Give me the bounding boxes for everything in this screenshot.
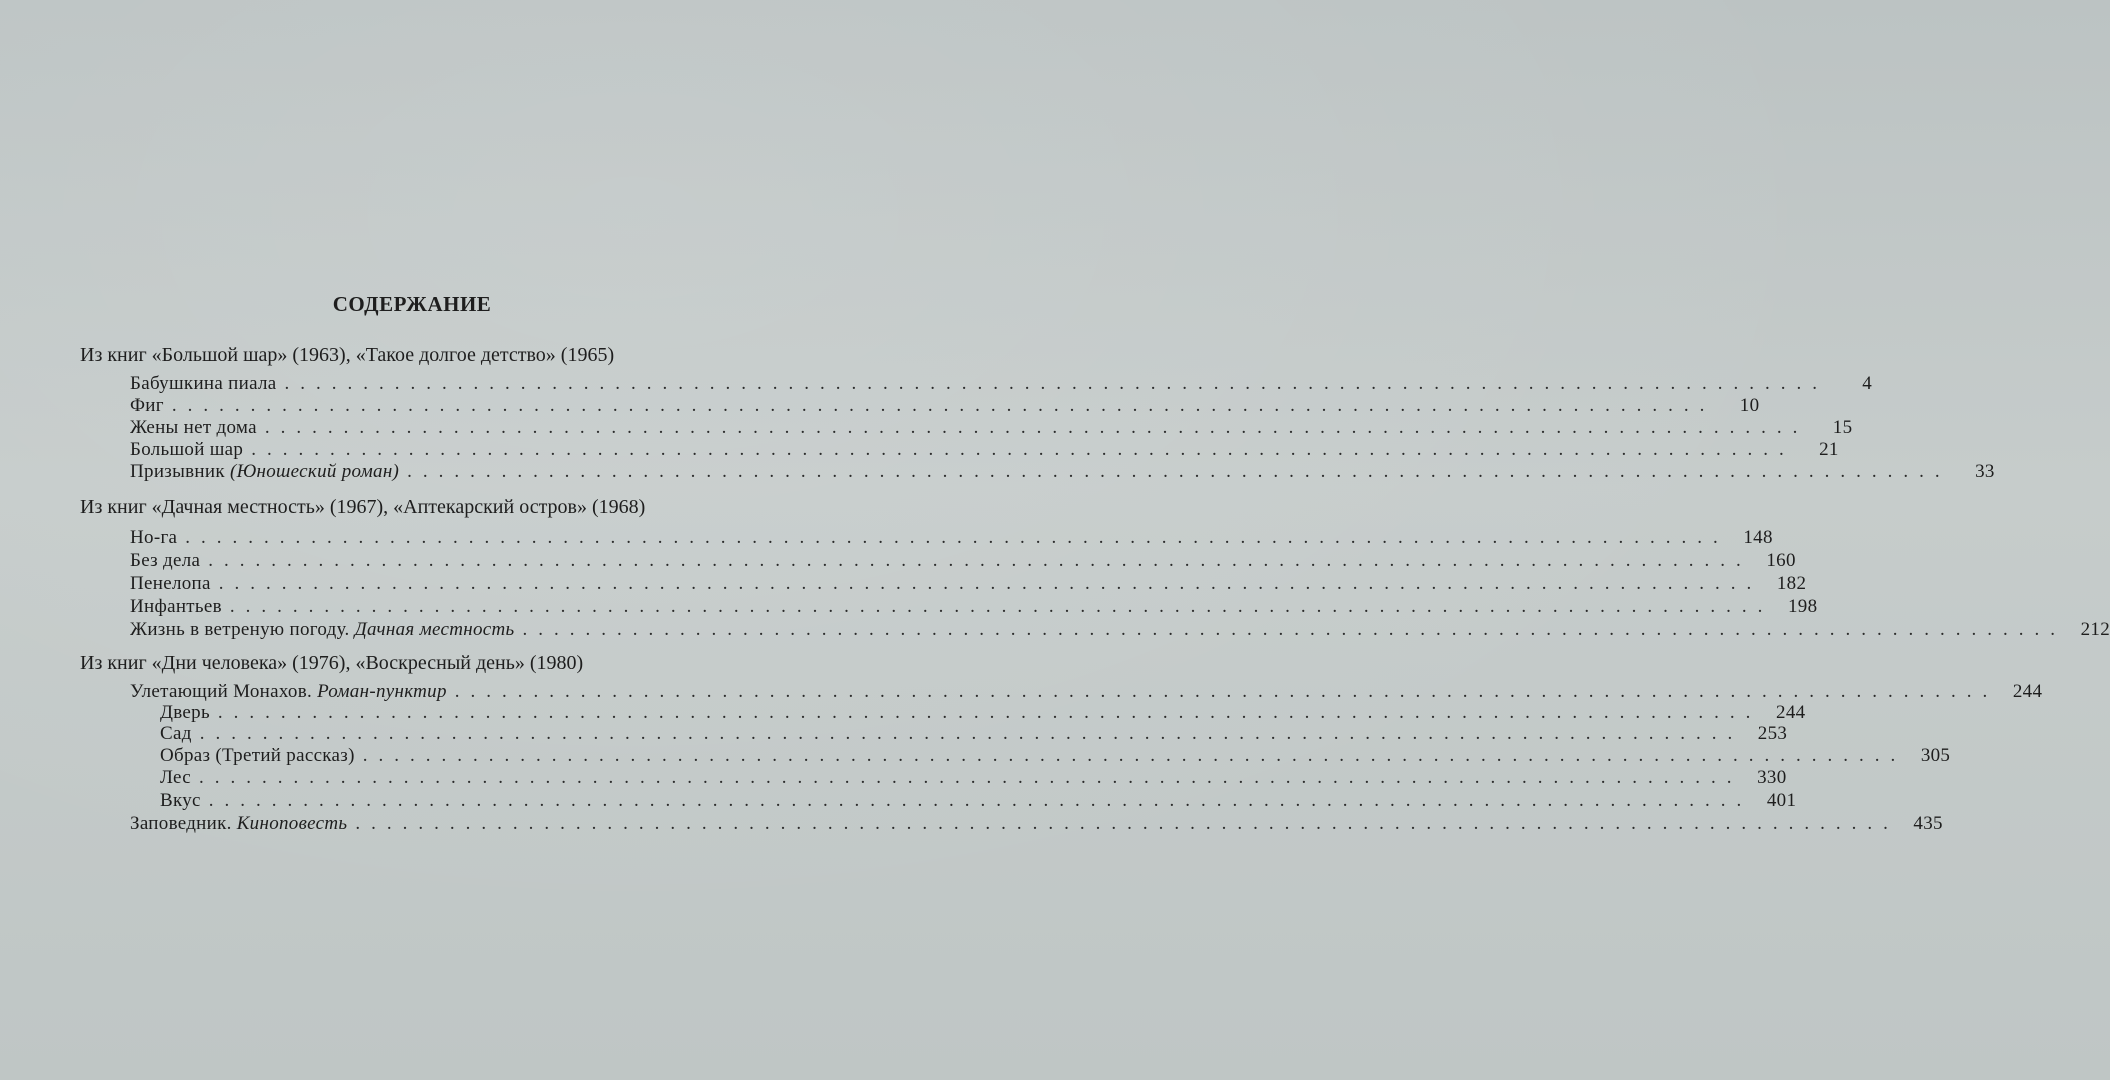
dot-leader: ..................................................................................................: [218, 573, 1763, 594]
dot-leader: ..................................................................................................: [362, 745, 1907, 766]
entry-title: Лес: [160, 767, 191, 788]
entry-page-number: 10: [1739, 395, 1760, 416]
section-header-text: Из книг «Дачная местность» (1967), «Аптекарский остров» (1968): [80, 496, 646, 518]
entry-page-number: 401: [1766, 790, 1797, 811]
toc-title: СОДЕРЖАНИЕ: [332, 292, 492, 316]
dot-leader: ..................................................................................................: [199, 723, 1744, 744]
section-header-1: [80, 342, 750, 368]
entry-title: Заповедник. Киноповесть: [130, 813, 348, 834]
entry-title: Сад: [160, 723, 192, 744]
entry-page-number: 15: [1832, 417, 1853, 438]
dot-leader: ..................................................................................................: [454, 681, 1999, 702]
entry-page-number: 212: [2080, 619, 2110, 640]
toc-entry: [130, 618, 2110, 641]
entry-title: Фиг: [130, 395, 164, 416]
toc-entry: [130, 680, 2043, 703]
toc-entry: [130, 460, 1995, 483]
dot-leader: ..................................................................................................: [264, 417, 1809, 438]
entry-page-number: 4: [1862, 373, 1873, 394]
entry-page-number: 305: [1920, 745, 1951, 766]
toc-entry: [130, 526, 1773, 549]
entry-page-number: 244: [1776, 702, 1806, 723]
entry-page-number: 244: [2012, 681, 2043, 702]
dot-leader: ..................................................................................................: [522, 619, 2066, 640]
entry-title: Призывник (Юношеский роман): [130, 461, 400, 482]
entry-page-number: 435: [1913, 813, 1943, 834]
entry-title: Пенелопа: [130, 573, 211, 594]
section-header-text: Из книг «Большой шар» (1963), «Такое долгое детство» (1965): [80, 344, 615, 366]
entry-title: Без дела: [130, 550, 201, 571]
dot-leader: ..................................................................................................: [217, 702, 1762, 723]
dot-leader: ..................................................................................................: [355, 813, 1899, 834]
toc-entry: [160, 789, 1797, 812]
entry-title: Вкус: [160, 790, 201, 811]
entry-page-number: 33: [1975, 461, 1995, 482]
section-header-text: Из книг «Дни человека» (1976), «Воскресный день» (1980): [80, 652, 584, 674]
toc-entry: [130, 595, 1818, 618]
entry-title: Бабушкина пиала: [130, 373, 277, 394]
toc-entry: [130, 572, 1807, 595]
entry-title: Жены нет дома: [130, 417, 257, 438]
entry-title: Образ (Третий рассказ): [160, 745, 355, 766]
toc-entry: [130, 549, 1796, 572]
entry-title: Жизнь в ветреную погоду. Дачная местность: [130, 619, 515, 640]
dot-leader: ..................................................................................................: [229, 596, 1774, 617]
entry-title: Но-га: [130, 527, 178, 548]
entry-page-number: 198: [1787, 596, 1818, 617]
toc-entry: [130, 438, 1839, 461]
section-header-2: [80, 494, 750, 520]
entry-title: Дверь: [160, 702, 210, 723]
toc-entry: [130, 812, 1943, 835]
entry-page-number: 330: [1757, 767, 1787, 788]
section-header-3: [80, 650, 750, 676]
toc-entry: [160, 744, 1951, 767]
entry-page-number: 21: [1819, 439, 1839, 460]
entry-title: Большой шар: [130, 439, 244, 460]
toc-entry: [160, 766, 1787, 789]
toc-entry: [130, 372, 1873, 395]
dot-leader: ..................................................................................................: [251, 439, 1795, 460]
dot-leader: ..................................................................................................: [199, 767, 1743, 788]
toc-entry: [130, 416, 1853, 439]
entry-title: Улетающий Монахов. Роман-пунктир: [130, 681, 447, 702]
toc-entry: [130, 394, 1760, 417]
dot-leader: ..................................................................................................: [284, 373, 1829, 394]
dot-leader: ..................................................................................................: [407, 461, 1951, 482]
entry-page-number: 160: [1766, 550, 1796, 571]
entry-page-number: 182: [1776, 573, 1807, 594]
dot-leader: ..................................................................................................: [185, 527, 1729, 548]
toc-entry: [160, 722, 1788, 745]
dot-leader: ..................................................................................................: [208, 790, 1753, 811]
dot-leader: ..................................................................................................: [171, 395, 1716, 416]
toc-entry: [160, 701, 1806, 724]
entry-page-number: 148: [1743, 527, 1773, 548]
entry-title: Инфантьев: [130, 596, 222, 617]
entry-page-number: 253: [1757, 723, 1788, 744]
dot-leader: ..................................................................................................: [208, 550, 1752, 571]
